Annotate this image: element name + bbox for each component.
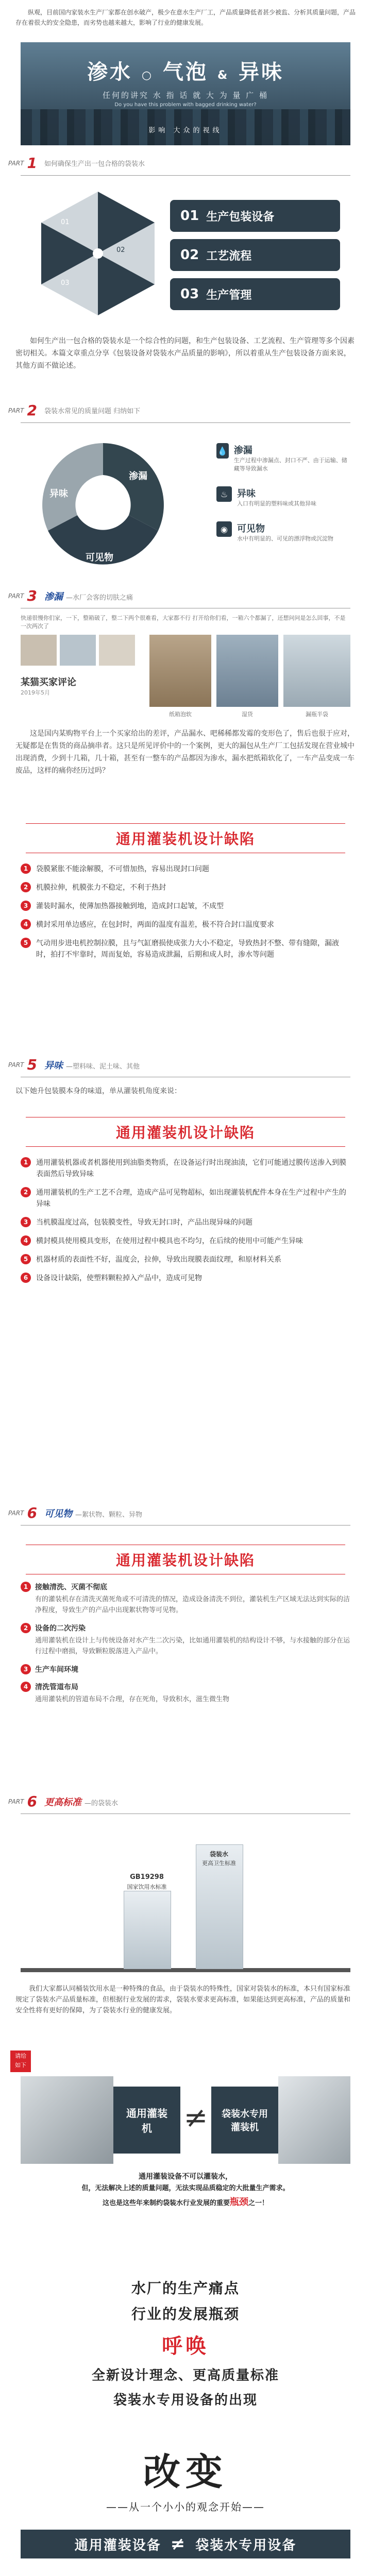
part1-item-1-num: 01 (180, 208, 199, 224)
part2-ring-label-1: 渗漏 (129, 471, 147, 482)
part6-label: PART (8, 1509, 24, 1517)
defect2-num-5: 5 (21, 1254, 31, 1264)
ending-l5: 袋装水专用设备的出现 (113, 2393, 258, 2408)
defect3-h-4: 清洗管道布局 (35, 1683, 78, 1691)
part1-item-3-label: 生产管理 (206, 289, 252, 302)
defect3-head-1 (0, 1582, 371, 1592)
part5-title (44, 1058, 140, 1072)
caption-1: 纸箱泡软 (169, 711, 192, 718)
legend-item-1-name: 渗漏 (233, 445, 252, 456)
part1-hexagon (31, 187, 165, 320)
defect3-p-2: 通用灌装机在设计上与传统设备对水产生二次污染，比如通用灌装机的结构设计不够，与水接触的部分在运行过程中磨损，导致颗粒脱落进入产品中。 (35, 1637, 350, 1655)
part5-title-sub: —塑料味、泥土味、其他 (66, 1062, 140, 1071)
compare-badge-1: 请给 (15, 2053, 26, 2059)
intro-text: 纵观，目前国内家装水生产厂家都在创水破产，极少在意水生产厂工，产品质量降低者甚少被监、分析其质量问题，产品存在着很大的安全隐患，而劣势也越来越大，影响了行业的健康发展。 (15, 9, 356, 26)
part1-divider (21, 175, 350, 176)
part7-paragraph: 我们大家都认同桶装饮用水是一种特殊的食品，由于袋装水的特殊性，国家对袋装水的标准，本只有国家标准规定了袋装水产品质量标准，但根据行业发展的需求，袋装水要求更高标准，如果能达到更高标准，产品的质量和安全性将有更好的保障，为了袋装水行业的健康发展。 (15, 1985, 351, 2014)
defect2-item-4 (0, 1235, 371, 1247)
banner-title-3: 异味 (239, 60, 284, 84)
defect1-text-5: 气动用步进电机控制拉膜，且与气缸磨损使成张力大小不稳定，导致热封不整、带有缝隙，漏液时，拍打不牢靠时，周而复始，容易造成泄漏，后期和成人时，渗水等问题 (36, 939, 339, 959)
standard-baseline (21, 1968, 350, 1972)
defect3-h-2: 设备的二次污染 (35, 1624, 86, 1633)
part6-num: 6 (27, 1504, 37, 1521)
defect3-p-1: 有的灌装机存在清洗灭菌死角或不可清洗的情况，造成设备清洗不到位，灌装机生产区域无法达到实际的洁净程度，导致生产的产品中出现絮状物等可见物。 (35, 1596, 350, 1614)
ending-l4: 全新设计理念、更高质量标准 (91, 2368, 279, 2383)
defect2-item-5 (0, 1254, 371, 1265)
part3-paragraph: 这是国内某购物平台上一个买家给出的差评，产品漏水、吧稀稀都发霉的变形色了，售后也很于应对，无疑都是在售货的商品摘串者。这只是所见评价中的一个案例，更大的漏包从生产厂工包括发现在营业城中出现消费，少到十几箱，几十箱，甚至有一整车的产品都因为渗水，漏水把纸箱软化了，一车产品变成一车废品，这样的痛你经历过吗？ (15, 730, 355, 775)
defect2-text-5: 机器材质的表面性不好，温度会，拉伸，导致出现膜表面纹理，和原材料关系 (36, 1256, 281, 1264)
caption-3: 漏瓶半袋 (306, 711, 328, 718)
part1-label: PART (8, 159, 24, 167)
legend-item-2-name: 异味 (237, 488, 256, 499)
legend-item-3-desc: 水中有明显的、可见的漂浮物或沉淀物 (237, 535, 333, 542)
defect2-text-4: 横封模具使用模具变形，在使用过程中模具也不均匀，在后续的使用中可能产生异味 (36, 1237, 303, 1245)
defect1-item-5 (0, 938, 371, 960)
ending-section (0, 2257, 371, 2576)
compare-line3-a: 这也是这些年来制约袋装水行业发展的重要 (102, 2199, 230, 2207)
defect3-head-2 (0, 1623, 371, 1633)
compare-machine-right (278, 2076, 350, 2164)
review-image-1 (149, 635, 211, 707)
defects3-title: 通用灌装机设计缺陷 (115, 1552, 255, 1569)
defect3-num-2: 2 (21, 1623, 31, 1633)
standard-bar-left (124, 1891, 171, 1969)
part3-paragraph-wrap (0, 727, 371, 777)
part7-paragraph-wrap (0, 1984, 371, 2016)
part3-label: PART (8, 592, 24, 600)
standard-graphic (0, 1829, 371, 1978)
part7-num: 6 (27, 1793, 37, 1810)
defect1-item-1 (0, 863, 371, 875)
compare-line3-c: 之一！ (248, 2199, 269, 2207)
compare-line3-b: 瓶颈 (230, 2197, 248, 2208)
banner-subtitle: 任何的讲究 水 指 话 就 大 为 量 广 桶 (103, 91, 268, 100)
defect2-item-1 (0, 1157, 371, 1180)
part2-legend (216, 443, 350, 543)
banner-sep-1: ○ (141, 69, 154, 82)
part1-hex-label-1: 01 (61, 218, 70, 226)
defect1-text-4: 横封采用单边感应，在包封时，两面的温度有温差，极不符合封口温度要求 (36, 921, 274, 929)
part1-header (8, 155, 145, 172)
legend-item-2-desc: 入口有明显的塑料味或其他异味 (237, 500, 316, 507)
defect1-item-3 (0, 901, 371, 912)
defect3-head-4 (0, 1682, 371, 1692)
compare-symbol: ≠ (183, 2101, 208, 2134)
defect2-num-4: 4 (21, 1235, 31, 1246)
defects1-line-top (26, 823, 345, 824)
part7-title (44, 1795, 118, 1808)
part1-item-2-label: 工艺流程 (206, 249, 252, 263)
part1-item-2 (170, 239, 340, 271)
banner (21, 42, 350, 145)
defect1-text-1: 袋膜紧胀不能涂解膜，不可惜加热，容易出现封口问题 (36, 865, 209, 873)
defect1-text-2: 机膜拉伸，机膜张力不稳定，不利于热封 (36, 884, 166, 892)
review-photo-3 (99, 635, 135, 666)
compare-badge-2: 如下 (15, 2062, 26, 2069)
standard-right-label-1: 袋装水 (209, 1851, 228, 1858)
defect1-text-3: 灌装时漏水，使薄加热器接触到地，造成封口起皱，不成型 (36, 902, 224, 910)
defects2-line-bottom (26, 1146, 345, 1147)
defect3-num-4: 4 (21, 1682, 31, 1692)
defect2-text-3: 当机膜温度过高，包装膜变性，导致无封口时，产品出现异味的问题 (36, 1218, 252, 1227)
part7-header (8, 1793, 118, 1810)
defect2-item-6 (0, 1273, 371, 1284)
ending-l3: 呼唤 (162, 2334, 209, 2358)
compare-line1: 通用灌装设备不可以灌装水， (139, 2173, 232, 2181)
part1-item-1 (170, 200, 340, 232)
part1-paragraph: 如何生产出一包合格的袋装水是一个综合性的问题，和生产包装设备、工艺流程、生产管理等多个因素密切相关。本篇文章重点分享《包装设备对袋装水产品质量的影响》，所以着重从生产包装设备方面来说，其他方面不做论述。 (15, 337, 355, 370)
part1-item-1-label: 生产包装设备 (206, 210, 275, 224)
legend-item-3 (216, 521, 350, 543)
compare-right-box: 袋装水专用灌装机 (211, 2087, 278, 2154)
review-date: 2019年5月 (21, 689, 50, 696)
intro-section (0, 7, 371, 28)
part7-title-sub: —的袋装水 (85, 1799, 119, 1807)
eye-icon: ◉ (216, 521, 232, 537)
defect1-num-5: 5 (21, 938, 31, 948)
legend-item-1 (216, 443, 350, 473)
banner-caption: Do you have this problem with bagged drinking water? (114, 102, 257, 108)
defect3-num-3: 3 (21, 1664, 31, 1674)
compare-line3 (0, 2195, 371, 2208)
part1-graphic (0, 187, 371, 326)
part2-title: 袋装水常见的质量问题 归纳如下 (44, 408, 141, 415)
caption-2: 湿货 (242, 711, 253, 718)
defect3-num-1: 1 (21, 1582, 31, 1592)
part1-num: 1 (27, 155, 37, 172)
defect2-num-3: 3 (21, 1217, 31, 1227)
banner-title-2: 气泡 (163, 60, 208, 84)
legend-item-3-name: 可见物 (237, 523, 265, 534)
defects2-title: 通用灌装机设计缺陷 (115, 1124, 255, 1141)
part1-paragraph-wrap (0, 335, 371, 372)
part2-graphic (0, 433, 371, 577)
part3-num: 3 (27, 587, 37, 604)
defects1-section (0, 819, 371, 968)
ending-big: 改变 (143, 2450, 228, 2494)
compare-section (0, 2050, 371, 2215)
part5-intro: 以下她升包装膜本身的味道，单从灌装机角度来说： (15, 1087, 181, 1095)
part5-label: PART (8, 1061, 24, 1069)
defects3-section (0, 1540, 371, 1705)
part1-item-2-num: 02 (180, 247, 199, 263)
part5-intro-wrap (0, 1085, 371, 1097)
part2-label: PART (8, 406, 24, 414)
part2-ring-label-3: 可见物 (86, 552, 113, 563)
part3-title (44, 589, 133, 603)
defect2-text-2: 通用灌装机的生产工艺不合理，造成产品可见物超标，如出现灌装机配件本身在生产过程中产生的异味 (36, 1189, 346, 1208)
compare-line2: 但，无法解决上述的质量问题，无法实现品质稳定的大批量生产需求。 (81, 2184, 290, 2192)
defect2-text-1: 通用灌装机器或者机器使用到油脂类物质，在设备运行时出现油渍，它们可能通过膜传送渗入到膜表面然后导致异味 (36, 1159, 346, 1178)
defect3-head-3 (0, 1664, 371, 1674)
defects2-section (0, 1113, 371, 1291)
part2-ring-label-2: 异味 (49, 488, 68, 499)
part2-header (8, 402, 140, 419)
part5-num: 5 (27, 1056, 37, 1073)
legend-item-2 (216, 486, 350, 508)
review-text: 快递很慢你们家，一下，整箱破了，整二下两个很难看，大家都不行 打开给你们看，一箱六个都漏了，还想问问是怎么回事，不是一次两次了 (21, 615, 346, 630)
standard-left-code: GB19298 (130, 1873, 164, 1881)
part1-title: 如何确保生产出一包合格的袋装水 (44, 160, 145, 168)
standard-right-label-2: 更高卫生标准 (202, 1860, 236, 1867)
defect2-num-1: 1 (21, 1157, 31, 1167)
part6-title-main: 可见物 (44, 1508, 72, 1519)
part6-title (44, 1506, 142, 1520)
ending-l1: 水厂的生产痛点 (131, 2280, 240, 2297)
ending-bar (21, 2530, 350, 2558)
water-drop-icon: 💧 (216, 443, 229, 459)
part1-hex-label-3: 03 (61, 279, 70, 287)
part1-pill-list (170, 200, 340, 310)
review-photo-1 (21, 635, 57, 666)
part2-num: 2 (27, 402, 37, 419)
defect2-text-6: 设备设计缺陷，使塑料颗粒掉入产品中，造成可见物 (36, 1274, 202, 1282)
review-label: 某猫买家评论 (21, 677, 76, 688)
part6-title-sub: —絮状物、颗粒、异物 (75, 1511, 143, 1519)
defect1-num-1: 1 (21, 863, 31, 874)
ending-slogan: ——从一个小小的观念开始—— (106, 2501, 265, 2513)
part6-divider (21, 1525, 350, 1526)
review-photo-2 (60, 635, 96, 666)
defect1-num-3: 3 (21, 901, 31, 911)
review-image-3 (283, 635, 350, 707)
part1-item-3 (170, 278, 340, 310)
part3-header (8, 587, 133, 604)
defect1-item-2 (0, 882, 371, 893)
part7-title-main: 更高标准 (44, 1797, 81, 1808)
defect2-num-6: 6 (21, 1273, 31, 1283)
part5-title-main: 异味 (44, 1060, 63, 1071)
part2-divider (21, 422, 350, 423)
ending-bar-right: 袋装水专用设备 (195, 2537, 297, 2553)
part1-hex-label-2: 02 (116, 246, 125, 254)
standard-left-label: 国家饮用水标准 (127, 1884, 167, 1890)
part5-header (8, 1056, 140, 1073)
defect1-num-2: 2 (21, 882, 31, 892)
legend-item-1-desc: 生产过程中渗漏点、封口不严、由于运输、储藏等导致漏水 (233, 457, 347, 472)
defect3-h-3: 生产车间环境 (35, 1666, 78, 1674)
defect3-p-4: 通用灌装机的管道布局不合理，存在死角，导致积水，滋生微生物 (35, 1696, 230, 1703)
compare-left-box: 通用灌装机 (113, 2087, 180, 2154)
defect1-num-4: 4 (21, 919, 31, 929)
part7-label: PART (8, 1798, 24, 1805)
defects1-title: 通用灌装机设计缺陷 (115, 831, 255, 848)
ending-bar-symbol: ≠ (170, 2534, 187, 2554)
part3-title-sub: —水厂会客的切肤之痛 (66, 594, 133, 602)
defect2-item-3 (0, 1217, 371, 1228)
defect3-h-1: 接触清洗、灭菌不彻底 (35, 1583, 107, 1591)
compare-badge (10, 2050, 31, 2072)
nose-icon: ♨ (216, 486, 232, 502)
ending-l2: 行业的发展瓶颈 (131, 2306, 240, 2323)
compare-machine-left (21, 2076, 113, 2164)
part3-review (0, 614, 371, 722)
part3-title-main: 渗漏 (44, 591, 63, 602)
part6-header (8, 1504, 142, 1521)
review-image-2 (216, 635, 278, 707)
defect1-item-4 (0, 919, 371, 930)
banner-title-1: 渗水 (87, 60, 132, 84)
defect2-num-2: 2 (21, 1187, 31, 1197)
part1-item-3-num: 03 (180, 286, 199, 302)
defect2-item-2 (0, 1187, 371, 1210)
ending-bar-left: 通用灌装设备 (74, 2537, 161, 2553)
banner-title (21, 56, 350, 85)
banner-brand-tag: 影响 大众的视线 (148, 127, 223, 134)
banner-sep-2: & (217, 69, 230, 82)
